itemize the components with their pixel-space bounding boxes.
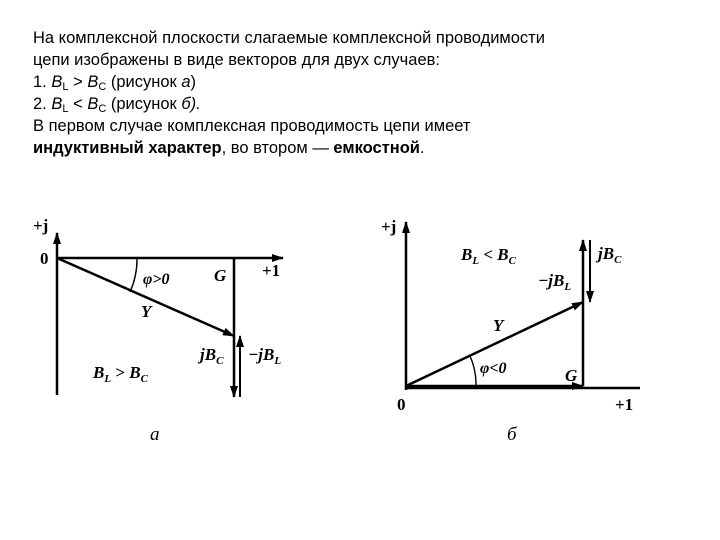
- case-1-line: 1. $B_L > B_C$ (рисунок а): [33, 73, 197, 93]
- vector-y-a: [57, 258, 234, 336]
- phi-arc-b: [470, 356, 476, 386]
- y-label-b: Y: [493, 316, 504, 335]
- g-label-b: G: [565, 366, 578, 385]
- caption-b: б: [507, 424, 517, 445]
- phi-label-a: φ>0: [143, 271, 170, 288]
- diagram-a: [33, 216, 283, 445]
- condition-label-a: $B_L > B_C$: [93, 363, 148, 385]
- phi-label-b: φ<0: [480, 360, 507, 377]
- text-line-6: индуктивный характер, во втором — емкостной.: [33, 139, 425, 157]
- minus-jbl-label-a: $-jB_L$: [248, 345, 282, 367]
- origin-label-a: 0: [40, 249, 49, 268]
- text-line-1: На комплексной плоскости слагаемые комплексной проводимости: [33, 29, 545, 47]
- axis-y-label-a: +j: [33, 216, 49, 235]
- caption-a: а: [150, 424, 160, 445]
- axis-x-label-a: +1: [262, 261, 281, 280]
- axis-x-label-b: +1: [615, 395, 634, 414]
- axis-y-label-b: +j: [381, 217, 397, 236]
- condition-label-b: $B_L < B_C$: [461, 245, 516, 267]
- jbc-label-b: $jB_C$: [598, 244, 622, 266]
- origin-label-b: 0: [397, 395, 406, 414]
- text-line-5: В первом случае комплексная проводимость цепи имеет: [33, 117, 471, 135]
- jbc-label-a: $jB_C$: [200, 345, 224, 367]
- case-2-line: 2. $B_L < B_C$ (рисунок б).: [33, 95, 201, 115]
- minus-jbl-label-b: $-jB_L$: [538, 271, 572, 293]
- phi-arc-a: [130, 259, 137, 292]
- text-line-2: цепи изображены в виде векторов для двух случаев:: [33, 51, 440, 69]
- g-label-a: G: [214, 266, 227, 285]
- diagram-b: [381, 217, 640, 445]
- y-label-a: Y: [141, 302, 152, 321]
